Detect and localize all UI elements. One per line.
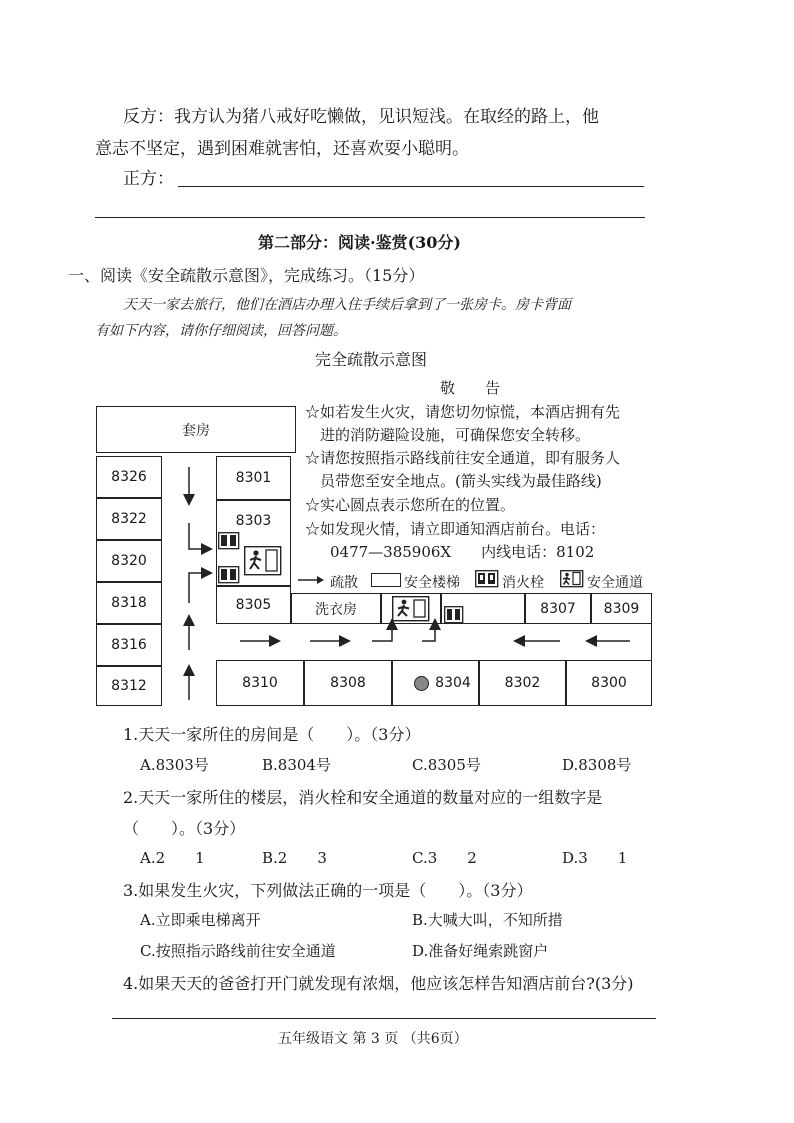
answer-line[interactable] [178, 186, 644, 187]
room-label: 8302 [504, 675, 541, 691]
q1-option-b[interactable]: B.8304号 [262, 756, 331, 774]
hydrant-icon [444, 606, 464, 624]
notice-line: ☆实心圆点表示您所在的位置。 [305, 496, 516, 514]
room-8320 [96, 540, 162, 582]
room-label: 8322 [111, 511, 147, 527]
q1-option-d[interactable]: D.8308号 [562, 756, 632, 774]
room-label: 8300 [591, 675, 627, 691]
legend-hydrant-label: 消火栓 [502, 575, 544, 591]
room-label: 8301 [235, 470, 272, 486]
room-label: 8310 [242, 675, 278, 691]
room-label: 8316 [111, 637, 147, 653]
room-laundry-label: 洗衣房 [315, 601, 357, 618]
q2-option-b[interactable]: B.2 3 [262, 849, 327, 867]
room-label: 8303 [235, 513, 272, 529]
room-label: 8326 [111, 469, 147, 485]
legend-exit-label: 安全通道 [587, 575, 643, 591]
question-3: 3.如果发生火灾，下列做法正确的一项是（ ）。（3分） [123, 881, 533, 900]
debate-opposite-line2: 意志不坚定，遇到困难就害怕，还喜欢耍小聪明。 [95, 139, 469, 159]
room-8326 [96, 456, 162, 498]
section-divider [95, 217, 645, 218]
notice-line: ☆如发现火情，请立即通知酒店前台。电话： [305, 520, 606, 538]
q2-option-d[interactable]: D.3 1 [562, 849, 628, 867]
question-2-line1: 2.天天一家所住的楼层，消火栓和安全通道的数量对应的一组数字是 [123, 788, 603, 807]
room-label: 8304 [435, 675, 471, 691]
footer-rule [112, 1018, 656, 1019]
room-label: 8305 [235, 597, 272, 613]
legend-evacuate-label: 疏散 [330, 575, 358, 591]
room-8318 [96, 582, 162, 624]
section2-title: 第二部分：阅读·鉴赏(30分) [258, 233, 461, 252]
debate-opposite-line1: 反方：我方认为猪八戒好吃懒做，见识短浅。在取经的路上，他 [123, 107, 599, 127]
question-4: 4.如果天天的爸爸打开门就发现有浓烟，他应该怎样告知酒店前台?(3分) [123, 974, 634, 993]
room-label: 8318 [111, 595, 147, 611]
notice-line: 员带您至安全地点。(箭头实线为最佳路线) [320, 472, 602, 490]
exit-icon [244, 546, 282, 576]
q2-option-c[interactable]: C.3 2 [412, 849, 477, 867]
room-label: 8307 [540, 600, 576, 617]
q3-option-d[interactable]: D.准备好绳索跳窗户 [412, 942, 549, 960]
notice-line: ☆请您按照指示路线前往安全通道，即有服务人 [305, 449, 621, 467]
reading1-heading: 一、阅读《安全疏散示意图》，完成练习。（15分） [68, 266, 425, 285]
room-8322 [96, 498, 162, 540]
room-label: 8309 [603, 600, 640, 617]
room-label: 8312 [111, 678, 147, 694]
room-label: 8320 [111, 553, 147, 569]
room-label: 8308 [330, 675, 366, 691]
notice-line: 进的消防避险设施，可确保您安全转移。 [320, 426, 591, 444]
q2-option-a[interactable]: A.2 1 [140, 849, 205, 867]
question-2-line2: （ ）。（3分） [123, 819, 246, 838]
exit-icon [392, 596, 430, 622]
question-1: 1.天天一家所住的房间是（ ）。（3分） [123, 725, 421, 744]
q3-option-c[interactable]: C.按照指示路线前往安全通道 [140, 942, 336, 960]
room-suite-label: 套房 [182, 422, 210, 439]
room-8316 [96, 624, 162, 666]
debate-positive-label: 正方： [123, 169, 174, 189]
room-8312 [96, 666, 162, 706]
notice-title: 敬 告 [440, 379, 501, 397]
hydrant-icon [218, 532, 240, 550]
legend-stairs-label: 安全楼梯 [404, 575, 460, 591]
room-suite [96, 406, 296, 453]
notice-line: 0477—385906X 内线电话：8102 [330, 543, 595, 561]
hydrant-icon [218, 566, 240, 584]
page-footer: 五年级语文 第 3 页 （共6页） [278, 1031, 468, 1047]
diagram-title: 完全疏散示意图 [315, 350, 428, 369]
q3-option-a[interactable]: A.立即乘电梯离开 [140, 911, 261, 929]
reading1-intro-line1: 天天一家去旅行，他们在酒店办理入住手续后拿到了一张房卡。房卡背面 [123, 297, 571, 313]
reading1-intro-line2: 有如下内容，请你仔细阅读，回答问题。 [95, 323, 347, 339]
notice-line: ☆如若发生火灾，请您切勿惊慌，本酒店拥有先 [305, 403, 621, 421]
q1-option-c[interactable]: C.8305号 [412, 756, 481, 774]
q1-option-a[interactable]: A.8303号 [140, 756, 209, 774]
q3-option-b[interactable]: B.大喊大叫，不知所措 [412, 911, 563, 929]
